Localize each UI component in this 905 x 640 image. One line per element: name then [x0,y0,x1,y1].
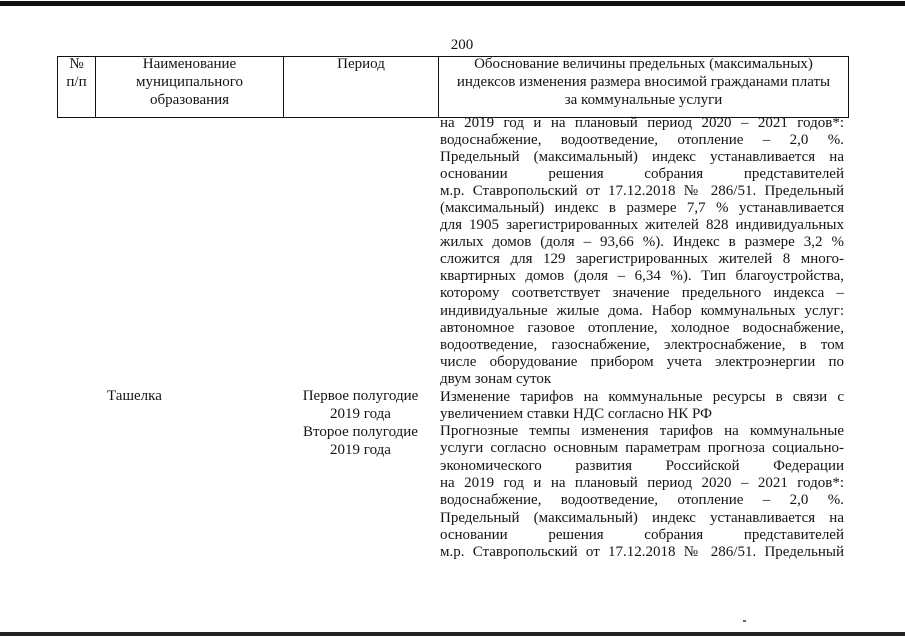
header-cell-justification [439,57,848,117]
cell-municipality: Ташелка [107,388,162,404]
justification-line: для 1905 зарегистрированных жителей 828 индивидуальных [440,217,844,234]
scan-bottom-edge [0,632,905,636]
justification-line: которому соответствует значение предельного индекса – [440,285,844,302]
header-text: Наименование [142,56,237,72]
justification-line: Прогнозные темпы изменения тарифов на коммунальные [440,423,844,440]
justification-line: квартирных домов (доля – 6,34 %). Тип благоустройства, [440,268,844,285]
header-cell-period [284,57,439,117]
table-header [57,56,849,118]
scan-top-edge [0,1,905,6]
header-text: п/п [66,74,87,90]
header-text: индексов изменения размера вносимой гражданами платы [456,74,831,90]
header-cell-municipality [96,57,284,117]
header-text: муниципального [135,74,244,90]
justification-line: водоснабжение, водоотведение, отопление – 2,0 %. [440,492,844,509]
header-text: № [69,56,84,72]
justification-line: Предельный (максимальный) индекс устанавливается на [440,149,844,166]
justification-line: водоотведение, газоснабжение, электроснабжение, в том [440,336,844,353]
justification-line: на 2019 год и на плановый период 2020 – 2021 годов*: [440,115,844,131]
scan-speck [743,620,746,622]
cell-period [283,387,438,459]
period-line: Второе полугодие [303,424,418,440]
justification-line: увеличением ставки НДС согласно НК РФ [440,405,712,422]
justification-line: жилых домов (доля – 93,66 %). Индекс в размере 3,2 % [440,234,844,251]
header-text: образования [149,92,230,108]
header-text: Обоснование величины предельных (максимальных) [474,56,813,72]
period-line: Первое полугодие [302,388,419,404]
header-text: за коммунальные услуги [564,92,723,108]
period-line: 2019 года [330,406,391,422]
justification-line: сложится для 129 зарегистрированных жителей 8 много- [440,251,844,268]
justification-line: Изменение тарифов на коммунальные ресурсы в связи с [440,388,844,405]
justification-line: экономического развития Российской Федерации [440,457,844,474]
justification-line: услуги согласно основным параметрам прогноза социально- [440,440,844,457]
justification-line: на 2019 год и на плановый период 2020 – 2021 годов*: [440,475,844,492]
justification-line: Предельный (максимальный) индекс устанавливается на [440,509,844,526]
page-number: 200 [450,37,474,53]
justification-line: (максимальный) индекс в размере 7,7 % устанавливается [440,200,844,217]
justification-line: м.р. Ставропольский от 17.12.2018 № 286/51. Предельный [440,183,844,200]
header-text: Период [337,56,385,72]
justification-line: двум зонам суток [440,370,552,387]
justification-line: основании решения собрания представителей [440,527,844,544]
table-row-continuation-justification [440,115,844,388]
justification-line: числе оборудование прибором учета электроэнергии по [440,353,844,370]
justification-line: автономное газовое отопление, холодное водоснабжение, [440,319,844,336]
justification-line: водоснабжение, водоотведение, отопление – 2,0 %. [440,132,844,149]
cell-justification [440,389,844,562]
justification-line: м.р. Ставропольский от 17.12.2018 № 286/51. Предельный [440,544,844,561]
header-cell-number [58,57,96,117]
period-line: 2019 года [330,442,391,458]
justification-line: индивидуальные жилые дома. Набор коммунальных услуг: [440,302,844,319]
justification-line: основании решения собрания представителей [440,166,844,183]
